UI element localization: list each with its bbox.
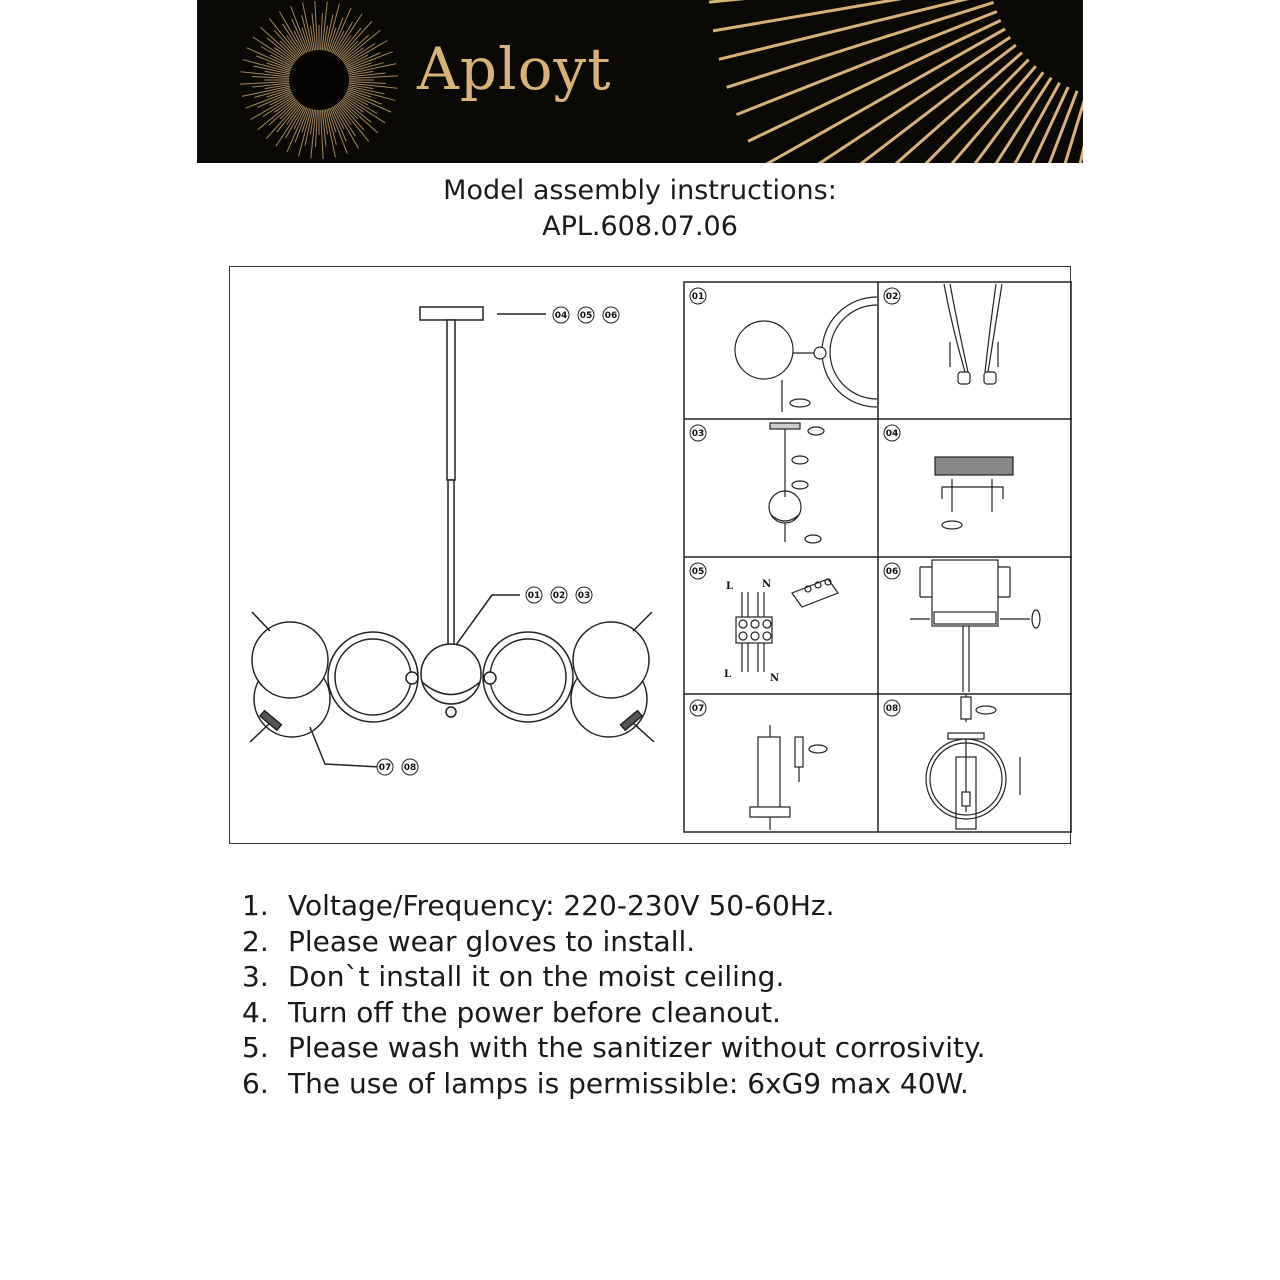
note-item: 2. Please wear gloves to install. <box>242 924 696 958</box>
svg-text:05: 05 <box>579 311 593 321</box>
svg-text:05: 05 <box>691 567 705 577</box>
svg-text:L: L <box>724 669 732 680</box>
model-number: APL.608.07.06 <box>542 211 738 242</box>
step-02-illustration <box>944 284 1002 384</box>
svg-text:03: 03 <box>577 591 591 601</box>
assembly-diagram <box>229 266 1071 844</box>
chandelier-overview <box>250 307 654 767</box>
callout-group-top <box>553 307 619 323</box>
callout-group-middle <box>526 587 592 603</box>
step-01-illustration <box>735 297 877 412</box>
svg-text:06: 06 <box>885 567 899 577</box>
step-05-illustration <box>724 579 838 684</box>
svg-text:04: 04 <box>885 429 899 439</box>
step-04-illustration <box>935 457 1013 529</box>
svg-text:N: N <box>770 673 780 684</box>
callout-group-bottom <box>377 759 418 775</box>
brand-banner <box>197 0 1083 163</box>
svg-text:04: 04 <box>554 311 568 321</box>
sunburst-icon <box>197 0 1083 163</box>
note-item: 5. Please wash with the sanitizer without corrosivity. <box>242 1031 986 1064</box>
step-06-illustration <box>910 560 1040 692</box>
svg-text:01: 01 <box>691 292 705 302</box>
note-item: 6. The use of lamps is permissible: 6xG9 max 40W. <box>242 1066 969 1100</box>
brand-logo: Aployt <box>417 35 612 103</box>
step-07-illustration <box>750 725 827 830</box>
svg-text:08: 08 <box>885 704 899 714</box>
document-title: Model assembly instructions: <box>443 175 837 206</box>
svg-text:02: 02 <box>885 292 899 302</box>
note-item: 4. Turn off the power before cleanout. <box>242 995 781 1029</box>
svg-text:06: 06 <box>604 311 618 321</box>
svg-text:N: N <box>762 579 772 590</box>
svg-text:07: 07 <box>691 704 705 714</box>
svg-text:02: 02 <box>552 591 566 601</box>
svg-text:03: 03 <box>691 429 705 439</box>
svg-text:L: L <box>726 581 734 592</box>
safety-notes <box>242 888 985 1101</box>
step-03-illustration <box>769 423 824 543</box>
note-item: 1. Voltage/Frequency: 220-230V 50-60Hz. <box>242 889 835 922</box>
steps-grid <box>684 282 1072 832</box>
svg-text:07: 07 <box>378 763 392 773</box>
note-item: 3. Don`t install it on the moist ceiling. <box>242 960 785 993</box>
step-08-illustration <box>926 694 1020 829</box>
svg-text:08: 08 <box>403 763 417 773</box>
svg-text:01: 01 <box>527 591 541 601</box>
